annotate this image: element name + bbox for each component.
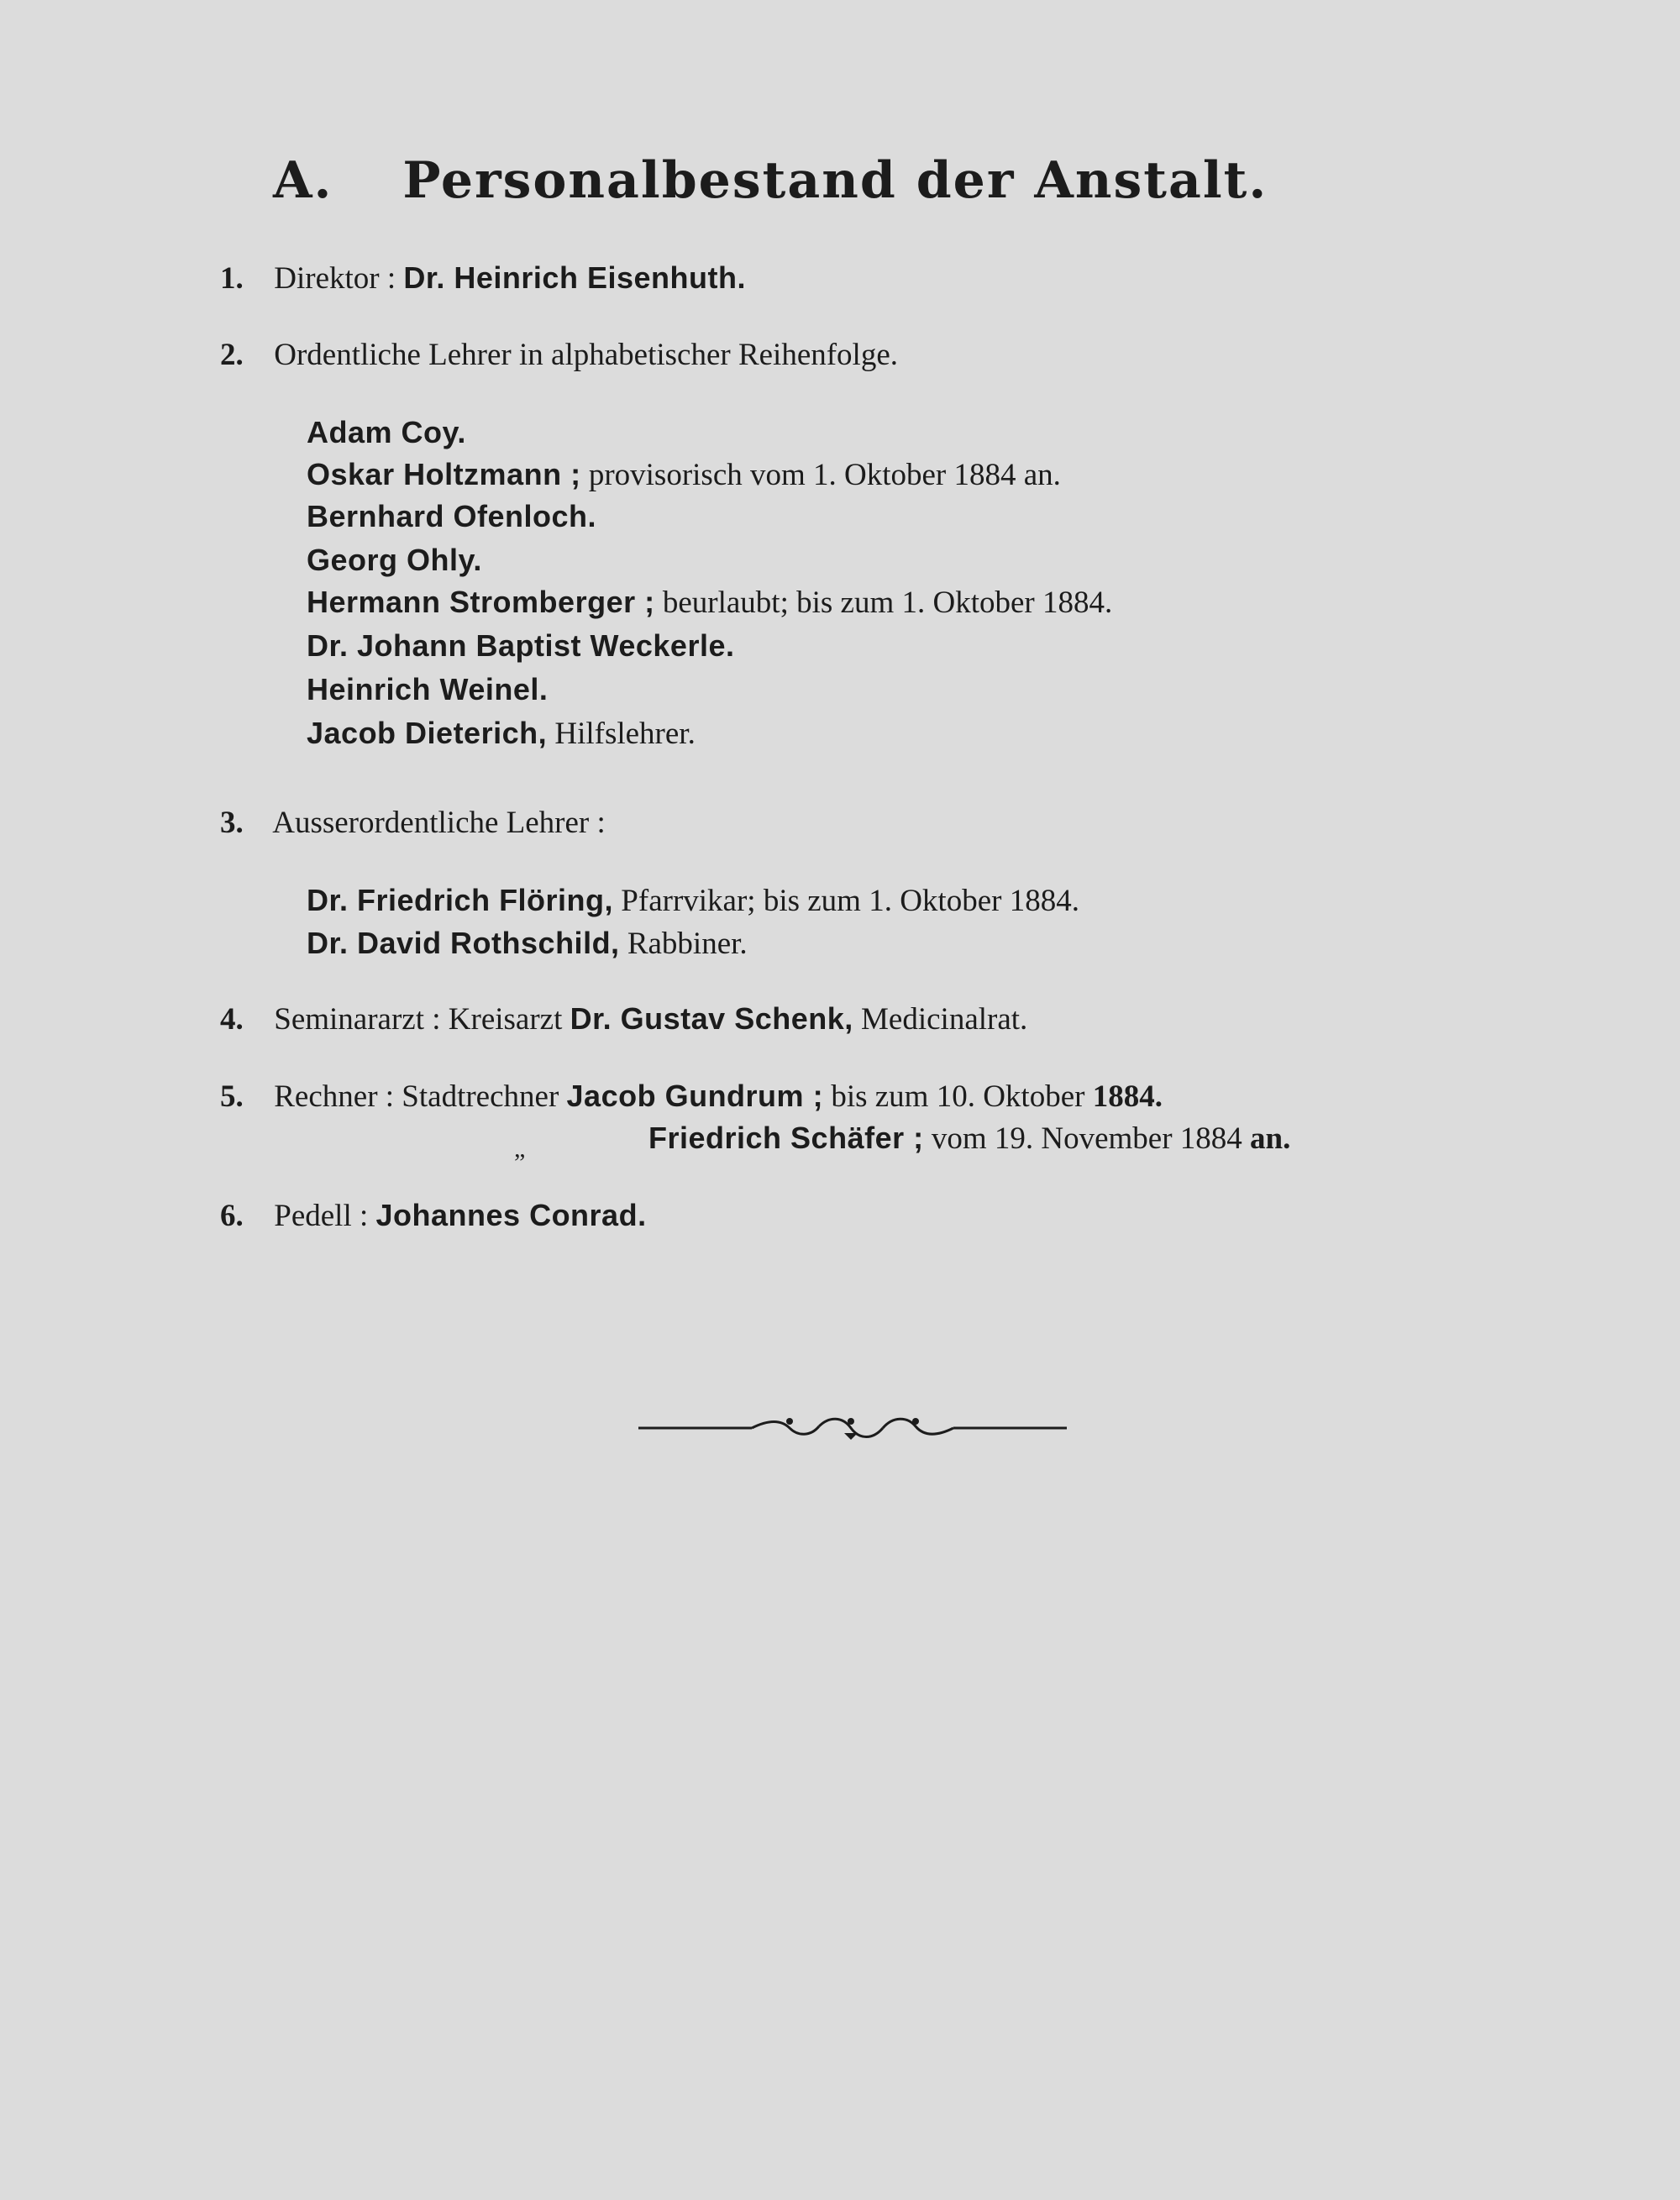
extra-name: Dr. Friedrich Flöring, [307,883,614,917]
teacher-name: Adam Coy. [307,415,466,449]
accountant-note-1: bis zum 10. Oktober [831,1079,1085,1114]
director-name: Dr. Heinrich Eisenhuth. [403,260,746,295]
teacher-note: provisorisch vom 1. Oktober 1884 an. [588,458,1061,492]
director-line [220,257,746,300]
teacher-item [307,712,696,755]
extra-name: Dr. David Rothschild, [307,926,620,960]
teacher-name: Oskar Holtzmann ; [307,457,581,491]
doctor-name: Dr. Gustav Schenk, [570,1001,853,1036]
teacher-name: Heinrich Weinel. [307,672,549,706]
section-number: 5. [220,1079,244,1114]
teacher-item [307,496,596,538]
teacher-item [307,454,1061,496]
teachers-heading [220,334,898,376]
extra-item [307,879,1079,922]
teacher-name: Hermann Stromberger ; [307,585,655,619]
accountant-note-2: vom 19. November 1884 [931,1121,1242,1156]
teacher-item [307,625,735,668]
section-number: 6. [220,1199,244,1233]
section-number: 4. [220,1002,244,1037]
ditto-mark: „ [514,1135,526,1163]
section-number: 2. [220,338,244,372]
teacher-item [307,412,466,454]
teacher-name: Jacob Dieterich, [307,716,548,750]
accountant-line-1 [220,1075,1163,1118]
extra-heading [220,802,606,844]
section-number: 1. [220,261,244,296]
director-label: Direktor : [274,261,396,296]
teachers-heading-text: Ordentliche Lehrer in alphabetischer Reihenfolge. [274,338,899,372]
janitor-name: Johannes Conrad. [375,1198,647,1232]
janitor-label: Pedell : [274,1199,369,1233]
page-title [273,151,1268,210]
extra-note: Rabbiner. [627,927,748,961]
janitor-line [220,1195,647,1237]
teacher-item [307,539,482,582]
ornament-divider-icon [634,1403,1071,1453]
title-text: Personalbestand der Anstalt. [402,151,1268,210]
extra-heading-text: Ausserordentliche Lehrer : [272,806,606,840]
extra-note: Pfarrvikar; bis zum 1. Oktober 1884. [621,884,1079,918]
title-letter: A. [273,151,333,210]
teacher-item [307,581,1112,624]
doctor-line [220,998,1027,1041]
accountant-label: Rechner : Stadtrechner [274,1079,559,1114]
teacher-name: Bernhard Ofenloch. [307,499,597,533]
teacher-note: Hilfslehrer. [554,717,696,751]
accountant-name-2: Friedrich Schäfer ; [648,1121,924,1155]
teacher-name: Dr. Johann Baptist Weckerle. [307,628,735,663]
accountant-year-1: 1884. [1092,1079,1163,1114]
doctor-note: Medicinalrat. [861,1002,1028,1037]
accountant-end-2: an. [1250,1121,1291,1156]
accountant-name-1: Jacob Gundrum ; [566,1079,824,1113]
accountant-line-2 [648,1117,1290,1160]
extra-item [307,922,748,965]
teacher-name: Georg Ohly. [307,543,482,577]
section-number: 3. [220,806,244,840]
teacher-note: beurlaubt; bis zum 1. Oktober 1884. [662,585,1113,620]
doctor-label: Seminararzt : Kreisarzt [274,1002,563,1037]
teacher-item [307,669,548,711]
